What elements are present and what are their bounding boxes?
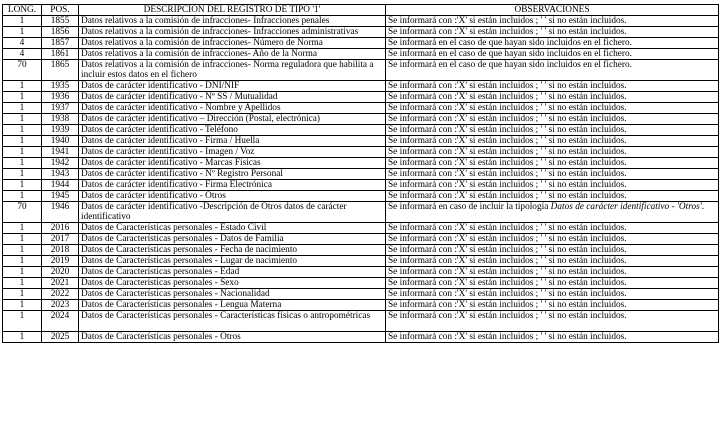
cell-description: Datos de Características personales - Lugar de nacimiento bbox=[79, 256, 386, 267]
cell-long: 1 bbox=[3, 136, 42, 147]
table-row bbox=[3, 289, 719, 300]
cell-observations: Se informará con :'X' si están incluidos ; ' ' si no están incluidos. bbox=[386, 278, 719, 289]
cell-pos: 2020 bbox=[42, 267, 79, 278]
cell-pos: 2021 bbox=[42, 278, 79, 289]
cell-observations: Se informará con :'X' si están incluidos ; ' ' si no están incluidos. bbox=[386, 300, 719, 311]
cell-observations: Se informará con :'X' si están incluidos ; ' ' si no están incluidos. bbox=[386, 332, 719, 343]
table-row bbox=[3, 300, 719, 311]
cell-pos: 1940 bbox=[42, 136, 79, 147]
cell-description: Datos de Características personales - Nacionalidad bbox=[79, 289, 386, 300]
cell-description: Datos relativos a la comisión de infracciones- Infracciones penales bbox=[79, 16, 386, 27]
table-row bbox=[3, 114, 719, 125]
cell-description: Datos de Características personales - Sexo bbox=[79, 278, 386, 289]
cell-pos: 1856 bbox=[42, 27, 79, 38]
cell-observations: Se informará con :'X' si están incluidos ; ' ' si no están incluidos. bbox=[386, 234, 719, 245]
table-row bbox=[3, 27, 719, 38]
cell-pos: 2024 bbox=[42, 311, 79, 332]
table-row bbox=[3, 234, 719, 245]
cell-observations: Se informará en el caso de que hayan sido incluidos en el fichero. bbox=[386, 60, 719, 81]
cell-description: Datos de carácter identificativo - Marcas Físicas bbox=[79, 158, 386, 169]
cell-observations: Se informará con :'X' si están incluidos ; ' ' si no están incluidos. bbox=[386, 169, 719, 180]
cell-pos: 2019 bbox=[42, 256, 79, 267]
cell-description: Datos de carácter identificativo -Descripción de Otros datos de carácter identificativo bbox=[79, 202, 386, 223]
cell-observations: Se informará con :'X' si están incluidos ; ' ' si no están incluidos. bbox=[386, 16, 719, 27]
cell-pos: 1861 bbox=[42, 49, 79, 60]
cell-pos: 2018 bbox=[42, 245, 79, 256]
cell-observations: Se informará con :'X' si están incluidos ; ' ' si no están incluidos. bbox=[386, 191, 719, 202]
observation-text: Se informará en caso de incluir la tipología bbox=[388, 202, 549, 212]
cell-long: 1 bbox=[3, 103, 42, 114]
cell-description: Datos de Características personales - Estado Civil bbox=[79, 223, 386, 234]
cell-observations: Se informará con :'X' si están incluidos ; ' ' si no están incluidos. bbox=[386, 311, 719, 332]
cell-observations bbox=[386, 202, 719, 223]
cell-description: Datos de carácter identificativo - Nombre y Apellidos bbox=[79, 103, 386, 114]
cell-long: 70 bbox=[3, 202, 42, 223]
cell-long: 1 bbox=[3, 180, 42, 191]
cell-long: 1 bbox=[3, 289, 42, 300]
cell-long: 1 bbox=[3, 256, 42, 267]
cell-description: Datos de carácter identificativo - Nº SS / Mutualidad bbox=[79, 92, 386, 103]
cell-description: Datos de Características personales - Fecha de nacimiento bbox=[79, 245, 386, 256]
cell-long: 1 bbox=[3, 147, 42, 158]
cell-pos: 2022 bbox=[42, 289, 79, 300]
cell-pos: 1939 bbox=[42, 125, 79, 136]
header-long: LONG. bbox=[3, 5, 42, 16]
table-row bbox=[3, 60, 719, 81]
cell-observations: Se informará con :'X' si están incluidos ; ' ' si no están incluidos. bbox=[386, 223, 719, 234]
cell-pos: 1944 bbox=[42, 180, 79, 191]
table-row bbox=[3, 332, 719, 343]
table-row bbox=[3, 245, 719, 256]
cell-pos: 2023 bbox=[42, 300, 79, 311]
cell-description: Datos de carácter identificativo - DNI/NIF bbox=[79, 81, 386, 92]
cell-pos: 1937 bbox=[42, 103, 79, 114]
table-row bbox=[3, 81, 719, 92]
cell-description: Datos de Características personales - Lengua Materna bbox=[79, 300, 386, 311]
observation-italic: Datos de carácter identificativo - 'Otros' bbox=[550, 202, 702, 212]
cell-observations: Se informará con :'X' si están incluidos ; ' ' si no están incluidos. bbox=[386, 147, 719, 158]
cell-description: Datos relativos a la comisión de infracciones- Infracciones administrativas bbox=[79, 27, 386, 38]
cell-observations: Se informará con :'X' si están incluidos ; ' ' si no están incluidos. bbox=[386, 256, 719, 267]
cell-description: Datos de Características personales - Edad bbox=[79, 267, 386, 278]
table-row bbox=[3, 136, 719, 147]
cell-description: Datos de carácter identificativo - Nº Registro Personal bbox=[79, 169, 386, 180]
cell-long: 1 bbox=[3, 300, 42, 311]
table-row bbox=[3, 16, 719, 27]
cell-long: 4 bbox=[3, 38, 42, 49]
cell-description: Datos de carácter identificativo - Otros bbox=[79, 191, 386, 202]
cell-observations: Se informará con :'X' si están incluidos ; ' ' si no están incluidos. bbox=[386, 245, 719, 256]
cell-description: Datos de carácter identificativo - Firma Electrónica bbox=[79, 180, 386, 191]
cell-pos: 2016 bbox=[42, 223, 79, 234]
cell-observations: Se informará con :'X' si están incluidos ; ' ' si no están incluidos. bbox=[386, 114, 719, 125]
cell-description: Datos de carácter identificativo – Dirección (Postal, electrónica) bbox=[79, 114, 386, 125]
table-row bbox=[3, 169, 719, 180]
table-row bbox=[3, 191, 719, 202]
cell-long: 1 bbox=[3, 191, 42, 202]
table-row bbox=[3, 147, 719, 158]
cell-description: Datos de Características personales - Datos de Familia bbox=[79, 234, 386, 245]
cell-pos: 1941 bbox=[42, 147, 79, 158]
cell-description: Datos de carácter identificativo - Teléfono bbox=[79, 125, 386, 136]
cell-observations: Se informará con :'X' si están incluidos ; ' ' si no están incluidos. bbox=[386, 180, 719, 191]
cell-long: 1 bbox=[3, 92, 42, 103]
table-row bbox=[3, 267, 719, 278]
cell-long: 1 bbox=[3, 81, 42, 92]
header-pos: POS. bbox=[42, 5, 79, 16]
cell-observations: Se informará en el caso de que hayan sido incluidos en el fichero. bbox=[386, 49, 719, 60]
cell-observations: Se informará con :'X' si están incluidos ; ' ' si no están incluidos. bbox=[386, 92, 719, 103]
cell-pos: 1865 bbox=[42, 60, 79, 81]
cell-long: 1 bbox=[3, 114, 42, 125]
cell-description: Datos de carácter identificativo - Firma / Huella bbox=[79, 136, 386, 147]
cell-pos: 1936 bbox=[42, 92, 79, 103]
cell-long: 1 bbox=[3, 245, 42, 256]
cell-observations: Se informará con :'X' si están incluidos ; ' ' si no están incluidos. bbox=[386, 27, 719, 38]
cell-long: 1 bbox=[3, 16, 42, 27]
cell-long: 1 bbox=[3, 158, 42, 169]
cell-pos: 1938 bbox=[42, 114, 79, 125]
cell-observations: Se informará con :'X' si están incluidos ; ' ' si no están incluidos. bbox=[386, 136, 719, 147]
table-row bbox=[3, 223, 719, 234]
cell-long: 1 bbox=[3, 223, 42, 234]
cell-observations: Se informará con :'X' si están incluidos ; ' ' si no están incluidos. bbox=[386, 158, 719, 169]
cell-pos: 1935 bbox=[42, 81, 79, 92]
cell-observations: Se informará con :'X' si están incluidos ; ' ' si no están incluidos. bbox=[386, 289, 719, 300]
cell-description: Datos de carácter identificativo - Imagen / Voz bbox=[79, 147, 386, 158]
table-row bbox=[3, 125, 719, 136]
cell-description: Datos relativos a la comisión de infracciones- Norma reguladora que habilita a incluir estos datos en el fichero bbox=[79, 60, 386, 81]
cell-observations: Se informará con :'X' si están incluidos ; ' ' si no están incluidos. bbox=[386, 81, 719, 92]
cell-long: 1 bbox=[3, 27, 42, 38]
cell-long: 70 bbox=[3, 60, 42, 81]
cell-pos: 2025 bbox=[42, 332, 79, 343]
record-table bbox=[2, 4, 719, 343]
cell-long: 1 bbox=[3, 267, 42, 278]
cell-long: 1 bbox=[3, 234, 42, 245]
cell-pos: 1946 bbox=[42, 202, 79, 223]
header-observations: OBSERVACIONES bbox=[386, 5, 719, 16]
cell-pos: 1945 bbox=[42, 191, 79, 202]
table-header-row bbox=[3, 5, 719, 16]
table-row bbox=[3, 180, 719, 191]
table-row bbox=[3, 158, 719, 169]
table-row bbox=[3, 278, 719, 289]
cell-pos: 1855 bbox=[42, 16, 79, 27]
cell-long: 4 bbox=[3, 49, 42, 60]
cell-long: 1 bbox=[3, 125, 42, 136]
cell-long: 1 bbox=[3, 332, 42, 343]
table-row bbox=[3, 103, 719, 114]
cell-observations: Se informará en el caso de que hayan sido incluidos en el fichero. bbox=[386, 38, 719, 49]
cell-long: 1 bbox=[3, 169, 42, 180]
table-row bbox=[3, 92, 719, 103]
header-description: DESCRIPCION DEL REGISTRO DE TIPO '1' bbox=[79, 5, 386, 16]
cell-description: Datos relativos a la comisión de infracciones- Número de Norma bbox=[79, 38, 386, 49]
cell-pos: 1942 bbox=[42, 158, 79, 169]
cell-description: Datos relativos a la comisión de infracciones- Año de la Norma bbox=[79, 49, 386, 60]
cell-long: 1 bbox=[3, 311, 42, 332]
cell-observations: Se informará con :'X' si están incluidos ; ' ' si no están incluidos. bbox=[386, 267, 719, 278]
cell-pos: 1943 bbox=[42, 169, 79, 180]
cell-long: 1 bbox=[3, 278, 42, 289]
table-row bbox=[3, 256, 719, 267]
table-row bbox=[3, 311, 719, 332]
cell-observations: Se informará con :'X' si están incluidos ; ' ' si no están incluidos. bbox=[386, 125, 719, 136]
observation-tail: . bbox=[701, 202, 705, 212]
cell-description: Datos de Características personales - Otros bbox=[79, 332, 386, 343]
table-row bbox=[3, 38, 719, 49]
table-body bbox=[3, 16, 719, 343]
cell-pos: 2017 bbox=[42, 234, 79, 245]
cell-description: Datos de Características personales - Características físicas o antropométricas bbox=[79, 311, 386, 332]
cell-pos: 1857 bbox=[42, 38, 79, 49]
table-row bbox=[3, 49, 719, 60]
cell-observations: Se informará con :'X' si están incluidos ; ' ' si no están incluidos. bbox=[386, 103, 719, 114]
table-row bbox=[3, 202, 719, 223]
